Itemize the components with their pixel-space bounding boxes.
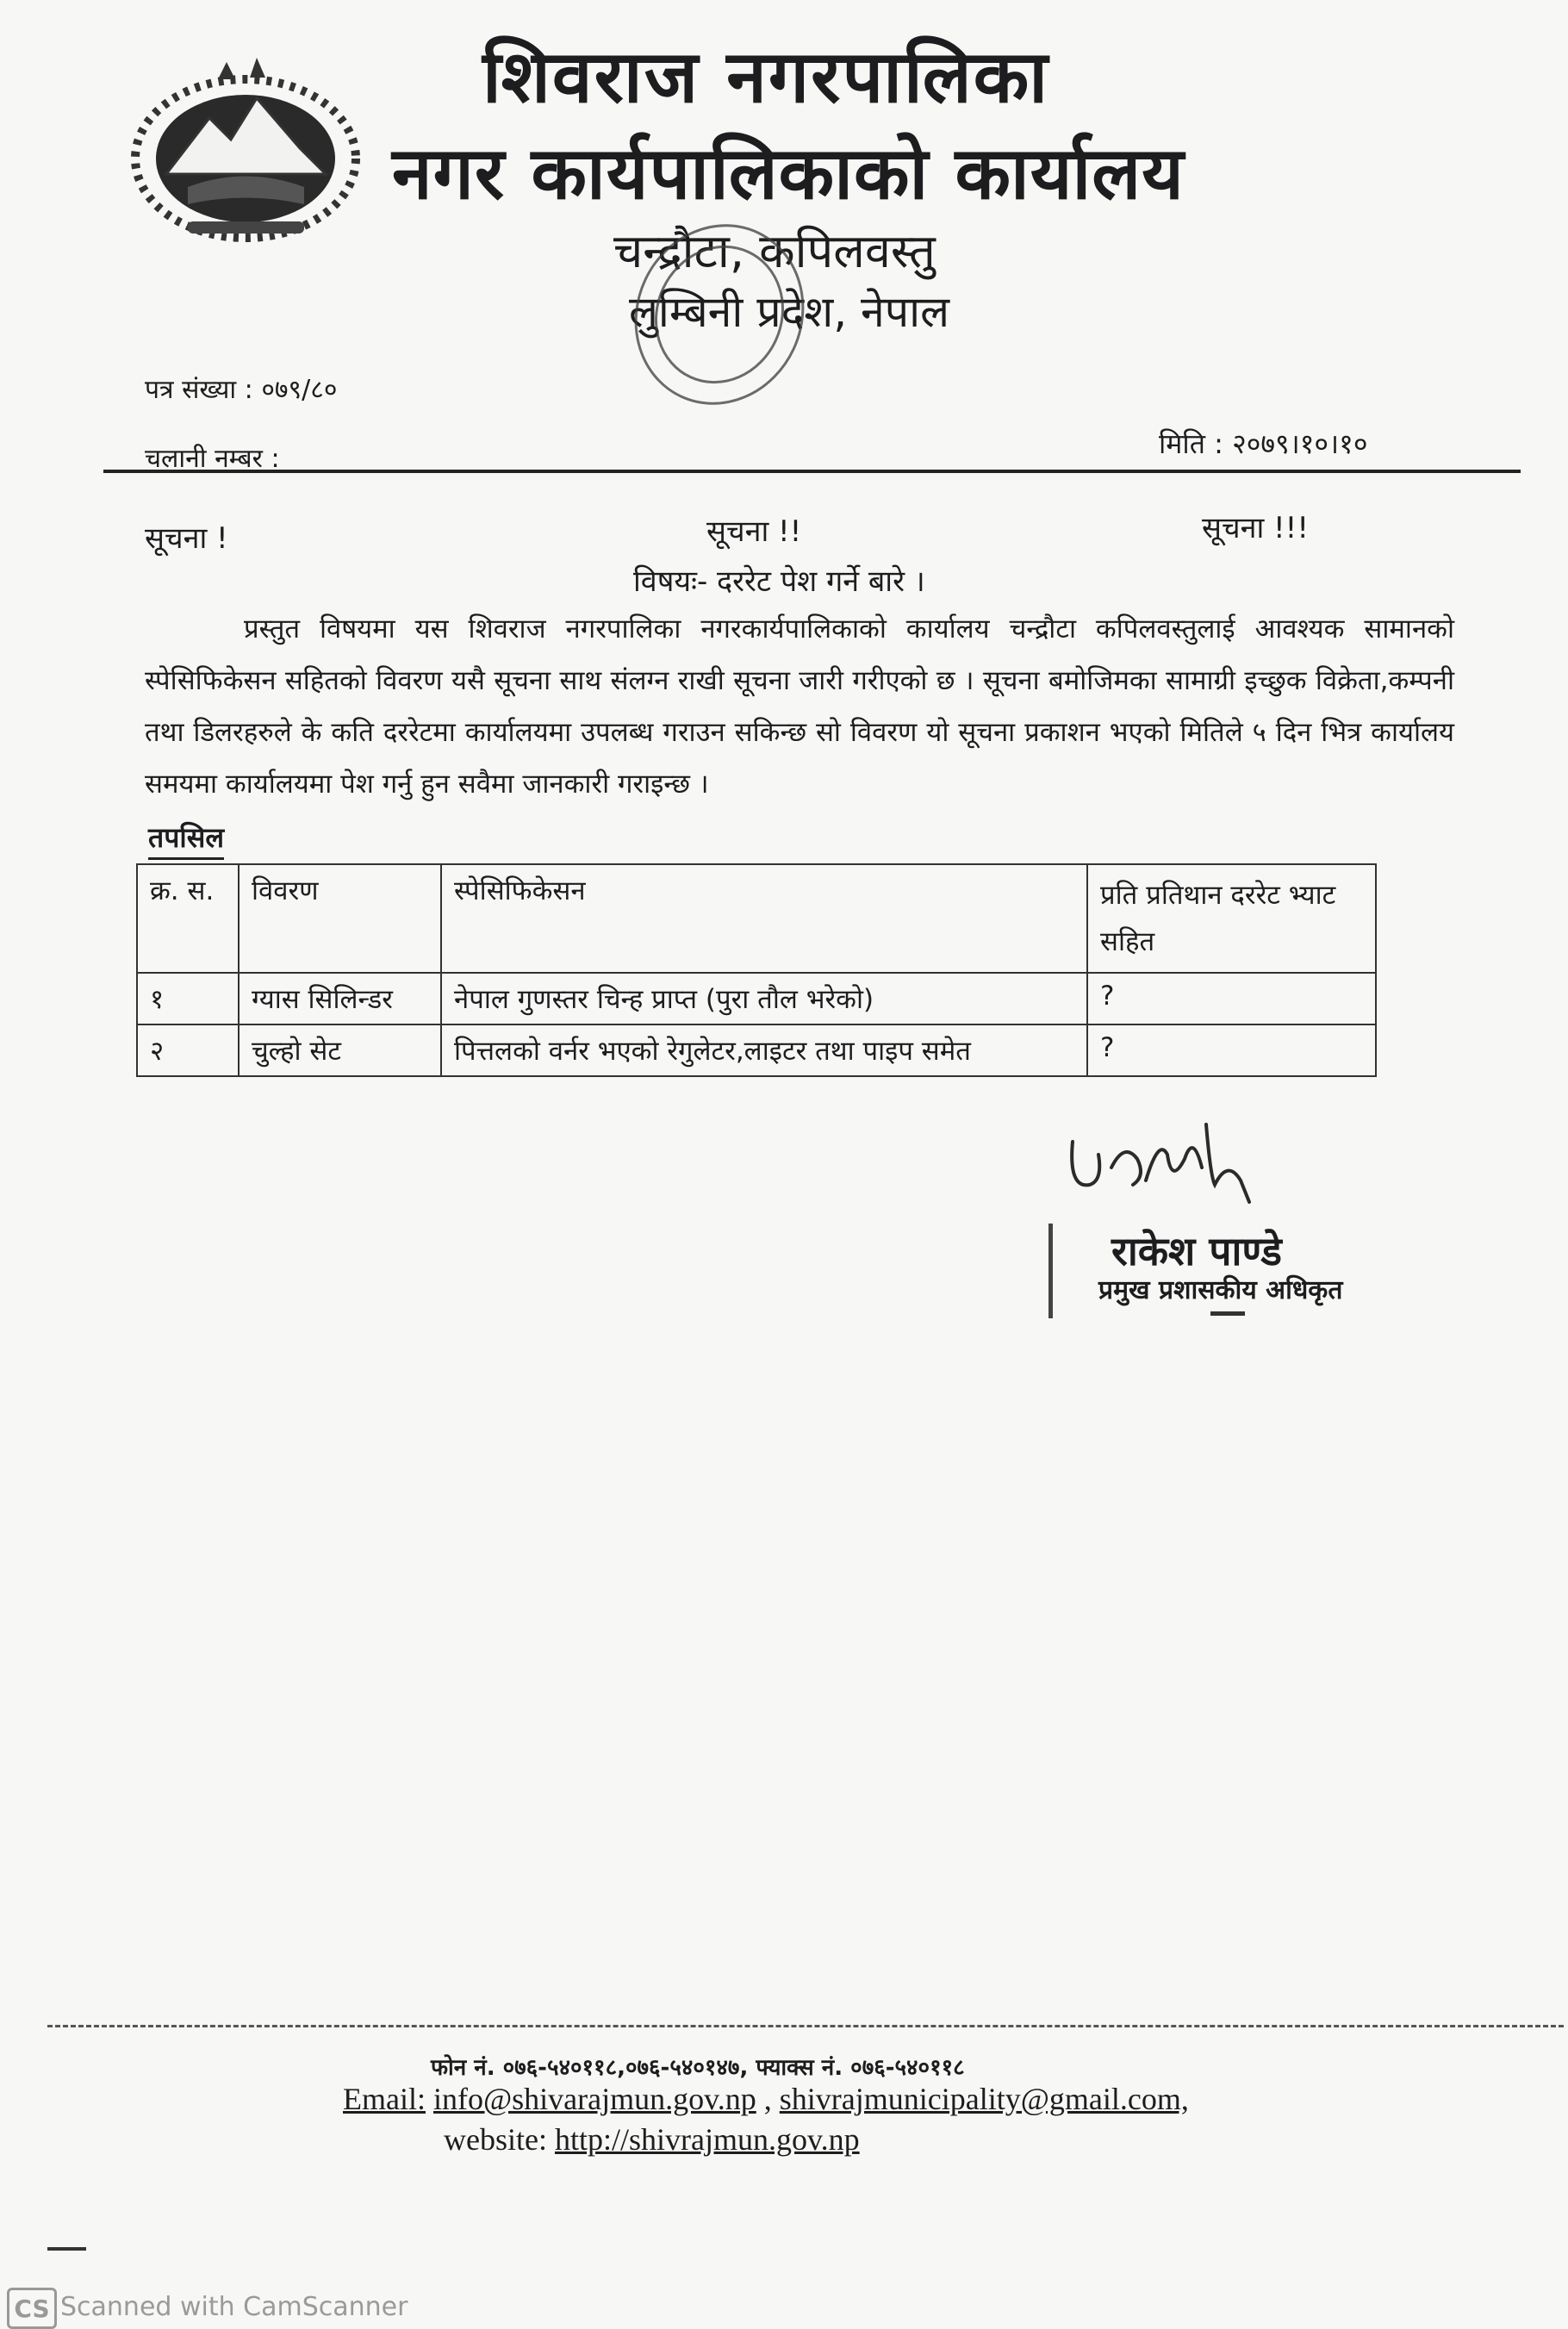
email-label: Email: xyxy=(343,2082,426,2116)
email-link-1[interactable]: info@shivarajmun.gov.np xyxy=(432,2082,756,2116)
cell-serial: १ xyxy=(137,973,239,1024)
col-header-description: विवरण xyxy=(239,864,441,973)
cell-specification: नेपाल गुणस्तर चिन्ह प्राप्त (पुरा तौल भरेको) xyxy=(441,973,1087,1024)
cell-description: ग्यास सिलिन्डर xyxy=(239,973,441,1024)
table-row xyxy=(137,1024,1376,1076)
letter-date: मिति : २०७९।१०।१० xyxy=(1159,427,1368,460)
notice-label-3: सूचना !!! xyxy=(1202,511,1309,545)
header-divider xyxy=(103,470,1521,473)
cell-specification: पित्तलको वर्नर भएको रेगुलेटर,लाइटर तथा पाइप समेत xyxy=(441,1024,1087,1076)
table-header-row xyxy=(137,864,1376,973)
notice-body-paragraph: प्रस्तुत विषयमा यस शिवराज नगरपालिका नगरकार्यपालिकाको कार्यालय चन्द्रौटा कपिलवस्तुलाई आवश्यक सामानको स्पेसिफिकेसन सहितको विवरण यसै सूचना साथ संलग्न राखी सूचना जारी गरीएको छ । सूचना बमोजिमका सामाग्री इच्छुक विक्रेता,कम्पनी तथा डिलरहरुले के कति दररेटमा कार्यालयमा उपलब्ध गराउन सकिन्छ सो विवरण यो सूचना प्रकाशन भएको मितिले ५ दिन भित्र कार्यालय समयमा कार्यालयमा पेश गर्नु हुन सवैमा जानकारी गराइन्छ । xyxy=(145,613,1454,800)
camscanner-watermark: Scanned with CamScanner xyxy=(60,2292,408,2322)
signature-margin-bar xyxy=(1048,1224,1053,1318)
handwritten-signature xyxy=(1064,1107,1262,1211)
col-header-serial: क्र. स. xyxy=(137,864,239,973)
contact-website-line xyxy=(444,2121,860,2158)
col-header-rate: प्रति प्रतिथान दररेट भ्याट सहित xyxy=(1087,864,1376,973)
address-line1: चन्द्रौटा, कपिलवस्तु xyxy=(613,224,936,278)
contact-phone: फोन नं. ०७६-५४०११८,०७६-५४०१४७, फ्याक्स नं. ०७६-५४०११८ xyxy=(431,2055,965,2081)
details-heading: तपसिल xyxy=(148,819,224,860)
cell-serial: २ xyxy=(137,1024,239,1076)
letter-number: पत्र संख्या : ०७९/८० xyxy=(145,375,338,405)
cell-rate: ? xyxy=(1087,973,1376,1024)
nepal-emblem-icon xyxy=(128,45,364,252)
dispatch-number: चलानी नम्बर : xyxy=(145,444,280,474)
cell-description: चुल्हो सेट xyxy=(239,1024,441,1076)
margin-mark xyxy=(47,2247,86,2251)
email-separator: , xyxy=(763,2082,772,2116)
col-header-specification: स्पेसिफिकेसन xyxy=(441,864,1087,973)
email-link-2[interactable]: shivrajmunicipality@gmail.com, xyxy=(779,2082,1189,2116)
table-row xyxy=(137,973,1376,1024)
signer-name: राकेश पाण्डे xyxy=(1111,1228,1282,1274)
website-label: website: xyxy=(444,2122,547,2157)
office-title-line2: नगर कार्यपालिकाको कार्यालय xyxy=(392,131,1185,215)
address-line2: लुम्बिनी प्रदेश, नेपाल xyxy=(629,287,950,337)
letter-subject: विषयः- दररेट पेश गर्ने बारे । xyxy=(633,564,925,599)
items-table xyxy=(136,863,1377,1077)
signer-title: प्रमुख प्रशासकीय अधिकृत xyxy=(1098,1275,1343,1305)
signature-underline xyxy=(1210,1311,1245,1316)
cell-rate: ? xyxy=(1087,1024,1376,1076)
website-link[interactable]: http://shivrajmun.gov.np xyxy=(554,2122,860,2157)
notice-label-1: सूचना ! xyxy=(145,521,228,556)
notice-label-2: सूचना !! xyxy=(706,514,802,549)
camscanner-logo-icon: CS xyxy=(7,2288,57,2329)
office-title-line1: शिवराज नगरपालिका xyxy=(482,34,1049,119)
contact-email-line xyxy=(343,2081,1189,2117)
office-seal-stamp xyxy=(607,194,831,435)
footer-divider xyxy=(47,2025,1564,2027)
